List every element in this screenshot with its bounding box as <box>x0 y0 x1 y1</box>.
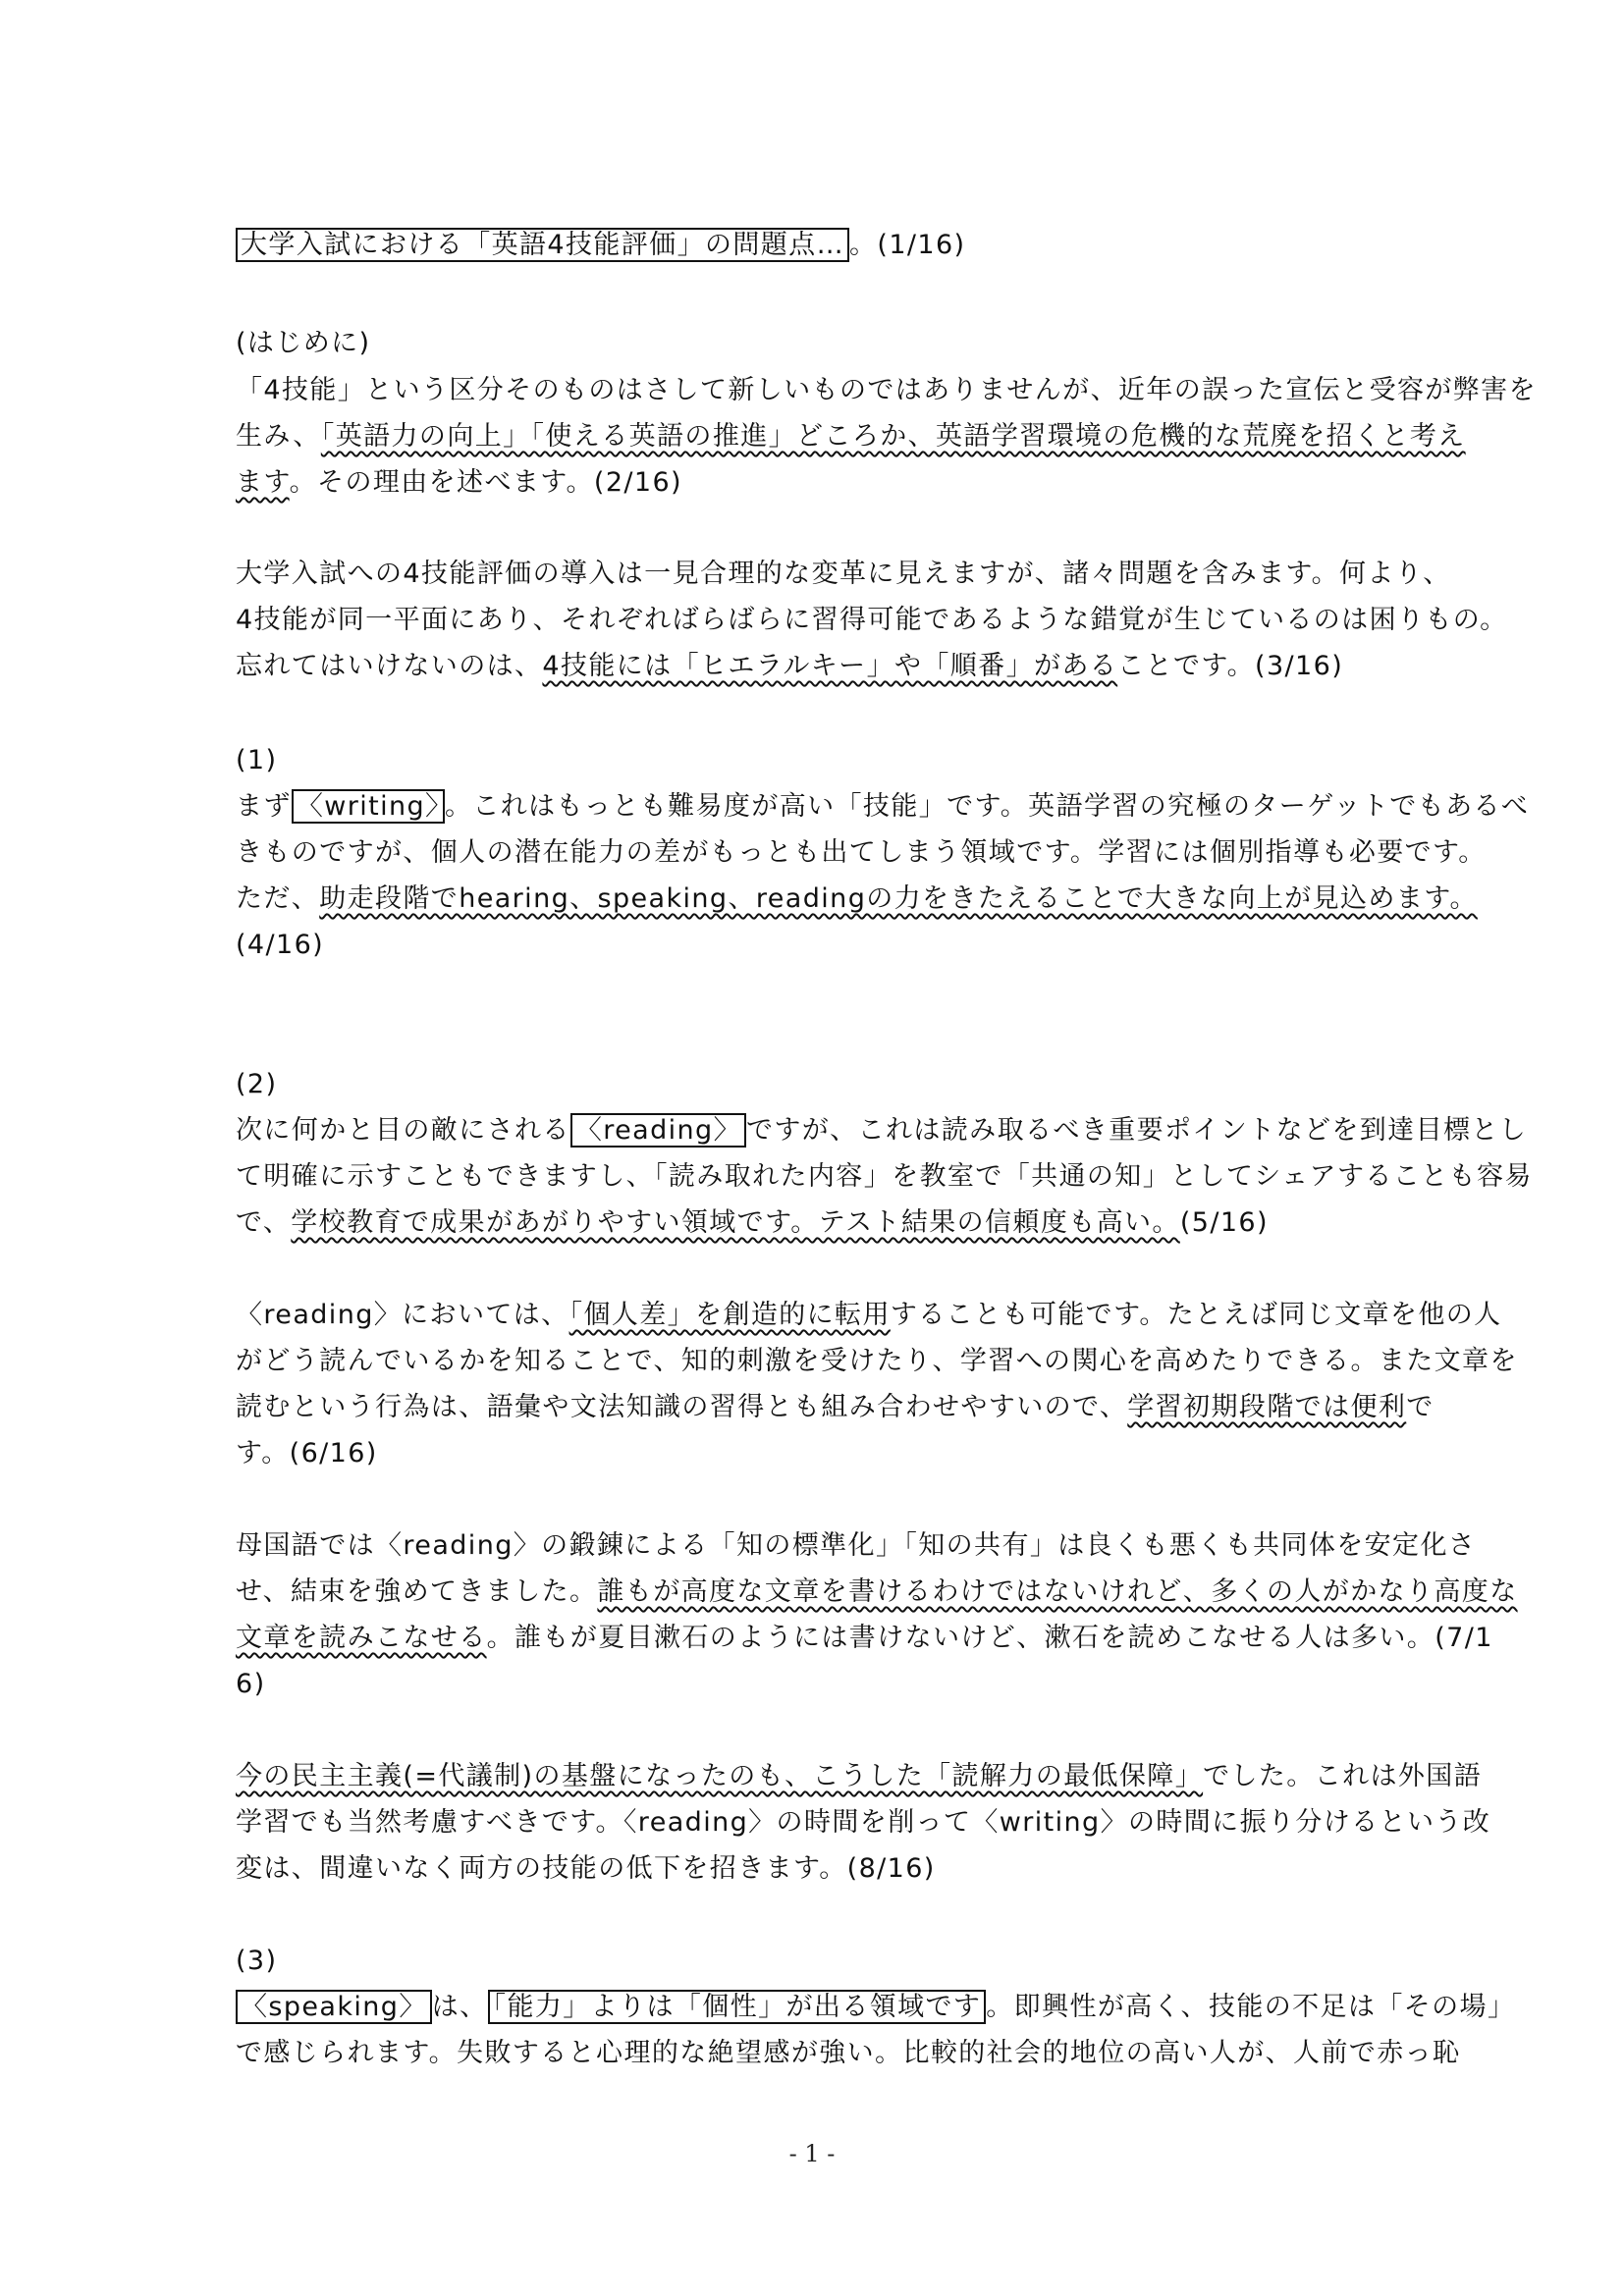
s2-line-1 <box>236 1111 1527 1154</box>
p6-line-1 <box>236 1296 1502 1339</box>
p6-line-1-end: することも可能です。たとえば同じ文章を他の人 <box>890 1300 1502 1330</box>
p7-line-4: 6) <box>236 1669 266 1699</box>
section-1-heading: (1) <box>236 745 278 775</box>
p6-line-3-start: 読むという行為は、語彙や文法知識の習得とも組み合わせやすいので、 <box>236 1392 1128 1422</box>
page-number: - 1 - <box>788 2140 836 2167</box>
intro-line-3-rest: 。その理由を述べます。(2/16) <box>289 467 682 498</box>
s2-line-3-start: で、 <box>236 1207 292 1238</box>
p8-line-1-rest: でした。これは外国語 <box>1203 1761 1483 1791</box>
s1-line-1-rest: 。これはもっとも難易度が高い「技能」です。英語学習の究極のターゲットでもあるべ <box>444 791 1530 822</box>
intro-line-3 <box>236 463 682 507</box>
p7-line-2-start: せ、結束を強めてきました。 <box>236 1576 598 1607</box>
p3-line-3-end: ことです。(3/16) <box>1117 651 1344 681</box>
p7-line-2 <box>236 1573 1518 1616</box>
s1-line-3-start: ただ、 <box>236 883 320 914</box>
p6-emphasis-1: 「個人差」を創造的に転用 <box>568 1300 891 1330</box>
s1-line-2: きものですが、個人の潜在能力の差がもっとも出てしまう領域です。学習には個別指導も必要です。 <box>236 837 1487 868</box>
p3-line-1: 大学入試への4技能評価の導入は一見合理的な変革に見えますが、諸々問題を含みます。何より、 <box>236 559 1451 589</box>
p3-line-3 <box>236 647 1343 690</box>
document-title <box>236 226 965 269</box>
intro-emphasis: 「英語力の向上」「使える英語の推進」どころか、英語学習環境の危機的な荒廃を招くと考え <box>320 421 1466 452</box>
section-3-heading: (3) <box>236 1946 278 1976</box>
p7-emphasis-1: 誰もが高度な文章を書けるわけではないけれど、多くの人がかなり高度な <box>597 1576 1518 1607</box>
s3-boxed-phrase: 「能力」よりは「個性」が出る領域です <box>488 1990 987 2024</box>
p3-emphasis: 4技能には「ヒエラルキー」や「順番」がある <box>542 651 1118 681</box>
p8-line-1 <box>236 1757 1482 1800</box>
p7-line-1: 母国語では〈reading〉の鍛錬による「知の標準化」「知の共有」は良くも悪くも共同体を安定化さ <box>236 1530 1477 1561</box>
intro-line-2-start: 生み、 <box>236 421 321 452</box>
s2-line-3-end: (5/16) <box>1179 1207 1269 1238</box>
title-boxed-text: 大学入試における「英語4技能評価」の問題点… <box>236 228 849 262</box>
p7-line-3 <box>236 1619 1493 1662</box>
p8-emphasis: 今の民主主義(=代議制)の基盤になったのも、こうした「読解力の最低保障」 <box>236 1761 1204 1791</box>
p3-line-2: 4技能が同一平面にあり、それぞればらばらに習得可能であるような錯覚が生じているのは困りもの。 <box>236 605 1508 635</box>
s1-line-3 <box>236 880 1478 923</box>
s1-line-1-start: まず <box>236 791 292 822</box>
intro-line-2 <box>236 417 1466 460</box>
s2-line-2: て明確に示すこともできますし、「読み取れた内容」を教室で「共通の知」としてシェアすることも容易 <box>236 1161 1533 1192</box>
s3-line-2: で感じられます。失敗すると心理的な絶望感が強い。比較的社会的地位の高い人が、人前で赤っ恥 <box>236 2038 1461 2068</box>
s3-line-1 <box>236 1988 1515 2031</box>
p6-line-4: す。(6/16) <box>236 1438 378 1468</box>
s1-line-4: (4/16) <box>236 930 325 960</box>
p6-line-3-end: で <box>1406 1392 1435 1422</box>
s2-line-1-rest: ですが、これは読み取るべき重要ポイントなどを到達目標とし <box>745 1115 1528 1146</box>
title-suffix: 。(1/16) <box>848 230 966 260</box>
s2-boxed-reading: 〈reading〉 <box>570 1113 746 1148</box>
s1-emphasis: 助走段階でhearing、speaking、readingの力をきたえることで大きな向上が見込めます。 <box>319 883 1478 914</box>
s3-boxed-speaking: 〈speaking〉 <box>236 1990 432 2024</box>
intro-line-1: 「4技能」という区分そのものはさして新しいものではありませんが、近年の誤った宣伝と受容が弊害を <box>236 375 1537 405</box>
p7-line-3-rest: 。誰もが夏目漱石のようには書けないけど、漱石を読めこなせる人は多い。(7/1 <box>486 1623 1493 1653</box>
p6-line-2: がどう読んでいるかを知ることで、知的刺激を受けたり、学習への関心を高めたりできる。また文章を <box>236 1346 1518 1376</box>
s2-line-1-start: 次に何かと目の敵にされる <box>236 1115 570 1146</box>
p3-line-3-start: 忘れてはいけないのは、 <box>236 651 543 681</box>
s2-line-3 <box>236 1203 1269 1247</box>
s3-line-1-mid: は、 <box>431 1992 488 2022</box>
p6-line-1-start: 〈reading〉においては、 <box>236 1300 569 1330</box>
s1-line-1 <box>236 787 1529 830</box>
p8-line-3: 変は、間違いなく両方の技能の低下を招きます。(8/16) <box>236 1853 936 1884</box>
p6-line-3 <box>236 1388 1435 1431</box>
s3-line-1-rest: 。即興性が高く、技能の不足は「その場」 <box>986 1992 1516 2022</box>
s1-boxed-writing: 〈writing〉 <box>292 789 445 824</box>
intro-emphasis-end: ます <box>236 467 290 498</box>
s2-emphasis: 学校教育で成果があがりやすい領域です。テスト結果の信頼度も高い。 <box>291 1207 1180 1238</box>
p6-emphasis-2: 学習初期段階では便利 <box>1127 1392 1407 1422</box>
intro-heading: (はじめに) <box>236 328 371 358</box>
section-2-heading: (2) <box>236 1069 278 1099</box>
p8-line-2: 学習でも当然考慮すべきです。〈reading〉の時間を削って〈writing〉の時間に振り分けるという改 <box>236 1807 1491 1838</box>
p7-emphasis-2: 文章を読みこなせる <box>236 1623 487 1653</box>
